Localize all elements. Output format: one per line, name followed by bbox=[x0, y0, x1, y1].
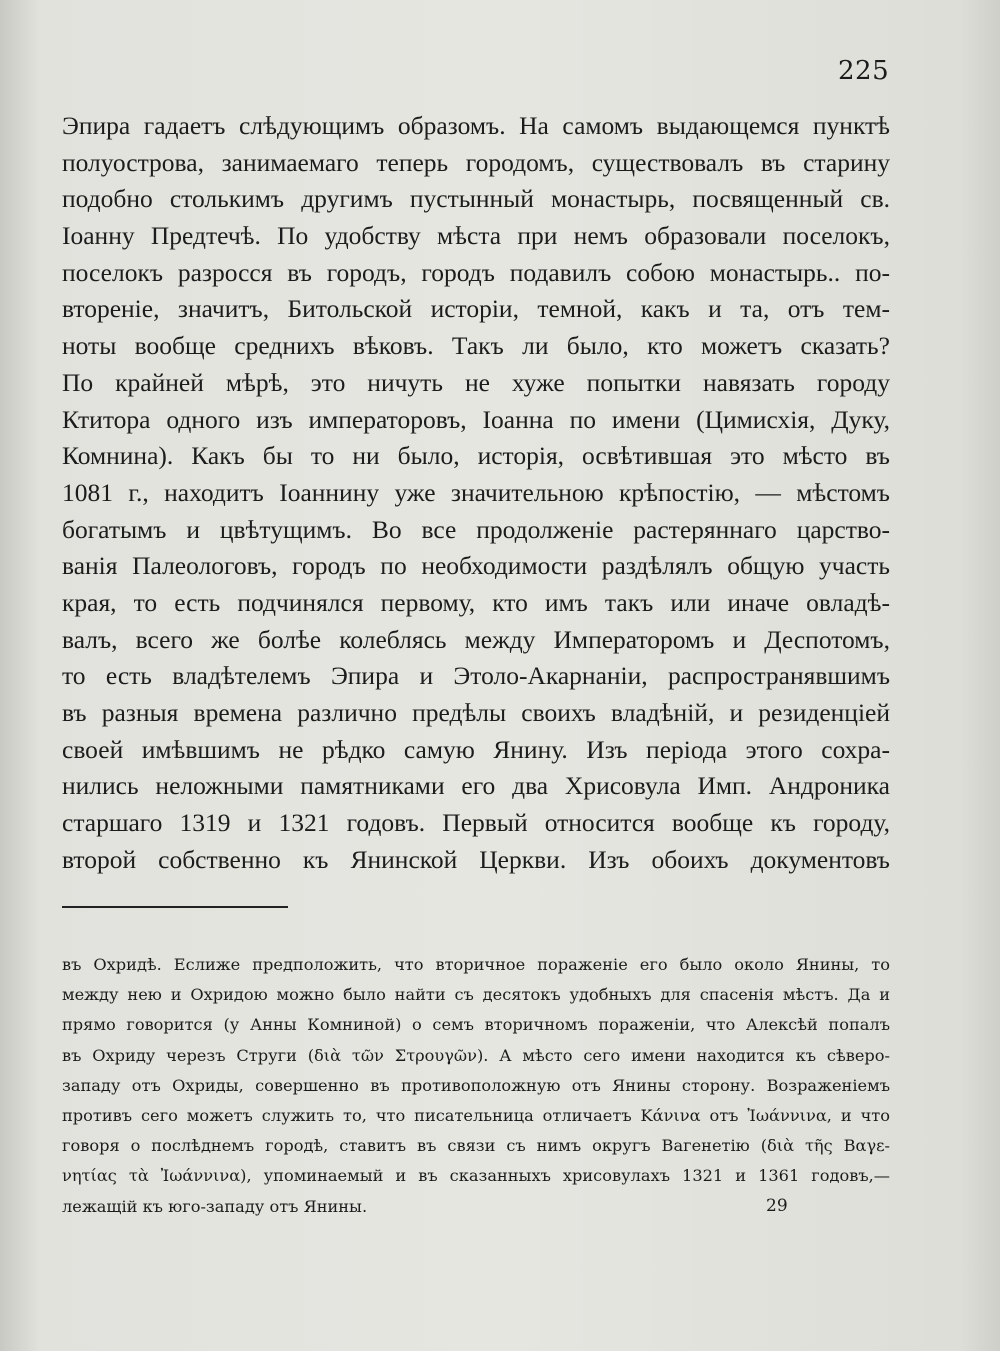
footnote-text bbox=[62, 950, 890, 1222]
text-line: старшаго 1319 и 1321 годовъ. Первый относится вообще къ городу, bbox=[62, 808, 890, 838]
text-line: богатымъ и цвѣтущимъ. Во все продолженіе растеряннаго царство- bbox=[62, 514, 890, 544]
footnote-line: противъ сего можетъ служить то, что писательница отличаетъ Κάνινα отъ Ἰωάννινα, и что bbox=[62, 1105, 890, 1125]
footnote-line: въ Охридѣ. Еслиже предположить, что вторичное пораженіе его было около Янины, то bbox=[62, 955, 890, 974]
text-line: Комнина). Какъ бы то ни было, исторія, освѣтившая это мѣсто въ bbox=[62, 441, 890, 471]
text-line: то есть владѣтелемъ Эпира и Этоло-Акарнаніи, распространявшимъ bbox=[62, 661, 890, 691]
footnote-rule bbox=[62, 906, 288, 908]
text-line: въ разныя времена различно предѣлы своихъ владѣній, и резиденціей bbox=[62, 698, 890, 727]
text-line: втореніе, значитъ, Битольской исторіи, темной, какъ и та, отъ тем- bbox=[62, 294, 890, 324]
footnote-line: въ Охриду черезъ Струги (διὰ τῶν Στρουγῶν). А мѣсто сего имени находится къ сѣверо- bbox=[62, 1045, 890, 1065]
footnote-line: лежащій къ юго-западу отъ Янины. bbox=[62, 1196, 368, 1216]
footnote-line: западу отъ Охриды, совершенно въ противоположную отъ Янины сторону. Возраженіемъ bbox=[62, 1075, 890, 1095]
footnote-line: νητίας τὰ Ἰωάννινα), упоминаемый и въ сказанныхъ хрисовулахъ 1321 и 1361 годовъ,— bbox=[62, 1166, 890, 1186]
text-line: подобно столькимъ другимъ пустынный монастырь, посвященный св. bbox=[62, 184, 890, 214]
signature-mark: 29 bbox=[766, 1196, 788, 1216]
text-line: По крайней мѣрѣ, это ничуть не хуже попытки навязать городу bbox=[62, 367, 890, 397]
text-line: своей имѣвшимъ не рѣдко самую Янину. Изъ періода этого сохра- bbox=[62, 734, 890, 764]
text-line: нились неложными памятниками его два Хрисовула Имп. Андроника bbox=[62, 771, 890, 801]
footnote-line: между нею и Охридою можно было найти съ десятокъ удобныхъ для спасенія мѣстъ. Да и bbox=[62, 985, 890, 1005]
text-line: Ктитора одного изъ императоровъ, Іоанна по имени (Цимисхія, Дуку, bbox=[62, 404, 890, 434]
page-number: 225 bbox=[838, 56, 890, 86]
footnote-line: говоря о послѣднемъ городѣ, ставитъ въ связи съ нимъ округъ Вагенетію (διὰ τῆς Βαγε- bbox=[62, 1136, 890, 1156]
text-line: ванія Палеологовъ, городъ по необходимости раздѣлялъ общую участь bbox=[62, 551, 890, 581]
text-line: поселокъ разросся въ городъ, городъ подавилъ собою монастырь.. по- bbox=[62, 257, 890, 287]
text-line: края, то есть подчинялся первому, кто имъ такъ или иначе овладѣ- bbox=[62, 587, 890, 617]
text-line: второй собственно къ Янинской Церкви. Изъ обоихъ документовъ bbox=[62, 844, 890, 874]
text-line: Іоанну Предтечѣ. По удобству мѣста при немъ образовали поселокъ, bbox=[62, 221, 890, 251]
text-line: ноты вообще среднихъ вѣковъ. Такъ ли было, кто можетъ сказать? bbox=[62, 331, 890, 361]
text-line: 1081 г., находитъ Іоаннину уже значительною крѣпостію, — мѣстомъ bbox=[62, 477, 890, 507]
text-line: полуострова, занимаемаго теперь городомъ, существовалъ въ старину bbox=[62, 147, 890, 177]
text-line: Эпира гадаетъ слѣдующимъ образомъ. На самомъ выдающемся пунктѣ bbox=[62, 111, 890, 140]
text-line: валъ, всего же болѣе колеблясь между Императоромъ и Деспотомъ, bbox=[62, 624, 890, 654]
main-text bbox=[62, 108, 890, 878]
footnote-line: прямо говорится (у Анны Комниной) о семъ вторичномъ пораженіи, что Алексѣй попалъ bbox=[62, 1015, 890, 1035]
